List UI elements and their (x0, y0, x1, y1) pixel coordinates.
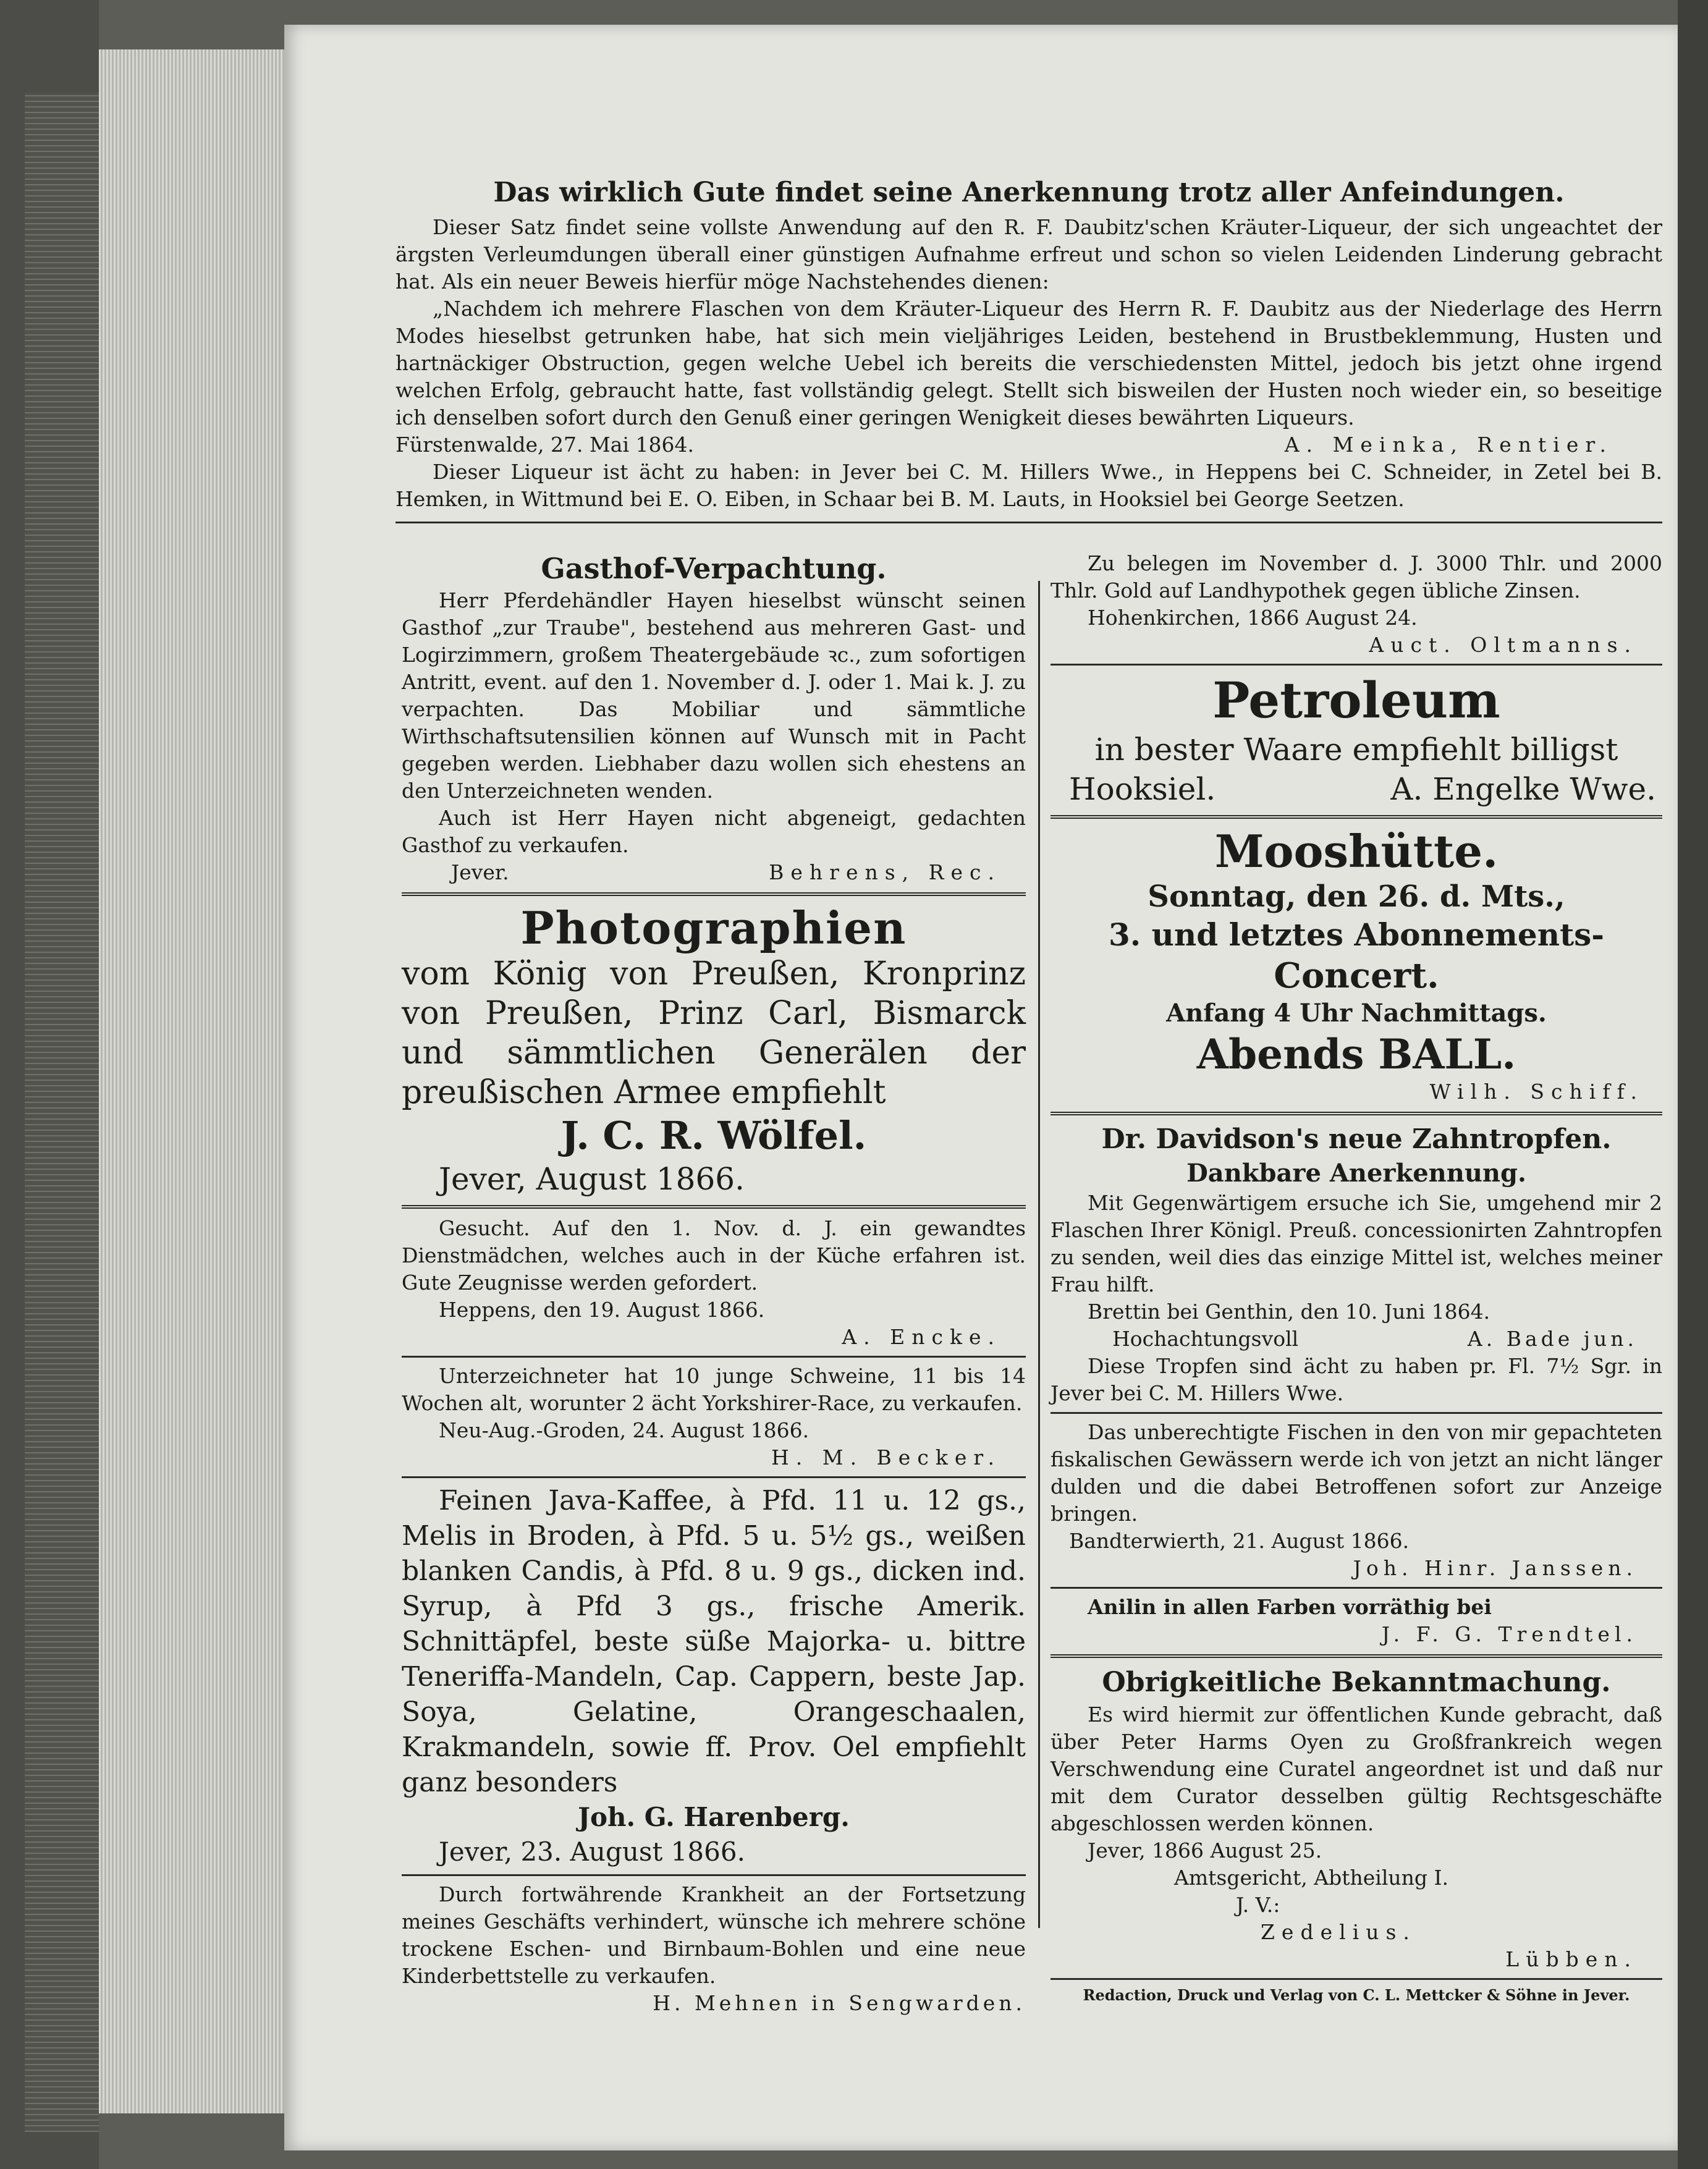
mooshuette-signature: Wilh. Schiff. (1429, 1080, 1644, 1104)
obrigkeit-sig-2: Lübben. (1505, 1947, 1638, 1971)
divider (1051, 1654, 1662, 1658)
mooshuette-signature-line (1051, 1078, 1662, 1106)
fischen-place-date: Bandterwierth, 21. August 1866. (1069, 1529, 1410, 1553)
petroleum-line-2 (1051, 769, 1662, 809)
divider (1051, 1978, 1662, 1980)
mehnen-signature-line (402, 1990, 1026, 2017)
hypothek-body: Zu belegen im November d. J. 3000 Thlr. und 2000 Thlr. Gold auf Landhypothek gegen übliche Zinsen. (1051, 551, 1662, 602)
petroleum-heading: Petroleum (1212, 671, 1500, 729)
divider (1051, 1412, 1662, 1414)
hypothek-signature: Auct. Oltmanns. (1369, 633, 1638, 657)
hypothek-place-date: Hohenkirchen, 1866 August 24. (1088, 606, 1418, 630)
zahntropfen-greeting: Hochachtungsvoll (1112, 1327, 1299, 1351)
divider (402, 1205, 1026, 1209)
top-ad-availability: Dieser Liqueur ist ächt zu haben: in Jever bei C. M. Hillers Wwe., in Heppens bei C. Schneider, in Zetel bei B. Hemken, in Wittmund bei E. O. Eiben, in Schaar bei B. M. Lauts, in Hooksiel bei George Seetzen. (395, 460, 1662, 511)
divider (1051, 1112, 1662, 1115)
top-advertisement (395, 174, 1662, 528)
zahntropfen-body: Mit Gegenwärtigem ersuche ich Sie, umgehend mir 2 Flaschen Ihrer Königl. Preuß. concessionirten Zahntropfen zu senden, weil dies das einzige Mittel ist, welches meiner Frau hilft. (1051, 1191, 1662, 1296)
divider (1051, 664, 1662, 666)
top-ad-signature: A. Meinka, Rentier. (1284, 433, 1613, 457)
kaffee-body: Feinen Java-Kaffee, à Pfd. 11 u. 12 gs., Melis in Broden, à Pfd. 5 u. 5½ gs., weißen blanken Candis, à Pfd. 8 u. 9 gs., dicken ind. Syrup, à Pfd 3 gs., frische Amerik. Schnittäpfel, beste süße Majorka- u. bittre Teneriffa-Mandeln, Cap. Cappern, beste Jap. Soya, Gelatine, Orangeschaalen, Krakmandeln, sowie ff. Prov. Oel empfiehlt ganz besonders (402, 1485, 1026, 1798)
schweine-body: Unterzeichneter hat 10 junge Schweine, 11 bis 14 Wochen alt, worunter 2 ächt Yorkshirer-Race, zu verkaufen. (402, 1364, 1026, 1415)
right-column (1051, 550, 1662, 2006)
top-ad-quote: „Nachdem ich mehrere Flaschen von dem Kräuter-Liqueur des Herrn R. F. Daubitz aus der Niederlage des Herrn Modes hieselbst getrunken habe, hat sich mein vieljähriges Leiden, bestehend in Brustbeklemmung, Husten und hartnäckiger Obstruction, gegen welche Uebel ich bereits die verschiedensten Mittel, jedoch bis jetzt ohne irgend welchen Erfolg, gebraucht hatte, fast vollständig gelegt. Stellt sich bisweilen der Husten noch wieder ein, so beseitige ich denselben sofort durch den Genuß einer geringen Wenigkeit dieses bewährten Liqueurs. (395, 297, 1662, 429)
top-ad-heading: Das wirklich Gute findet seine Anerkennung trotz aller Anfeindungen. (493, 177, 1565, 208)
top-ad-signature-line (395, 431, 1662, 459)
gasthof-place: Jever. (451, 860, 509, 884)
top-ad-place-date: Fürstenwalde, 27. Mai 1864. (395, 433, 694, 457)
schweine-signature: H. M. Becker. (771, 1445, 1001, 1469)
anilin-signature-line (1051, 1621, 1662, 1648)
hypothek-signature-line (1051, 632, 1662, 659)
anilin-body: Anilin in allen Farben vorräthig bei (1088, 1595, 1492, 1619)
divider (402, 1356, 1026, 1358)
schweine-place-date: Neu-Aug.-Groden, 24. August 1866. (439, 1418, 810, 1442)
fischen-signature-line (1051, 1555, 1662, 1582)
gasthof-body: Herr Pferdehändler Hayen hieselbst wünscht seinen Gasthof „zur Traube", bestehend aus mehreren Gast- und Logirzimmern, großem Theatergebäude ꝛc., zum sofortigen Antritt, event. auf den 1. November d. J. oder 1. Mai k. J. zu verpachten. Das Mobiliar und sämmtliche Wirthschaftsutensilien können auf Wunsch mit in Pacht gegeben werden. Liebhaber dazu wollen sich ehestens an den Unterzeichneten wenden. (402, 588, 1026, 803)
photo-name: J. C. R. Wölfel. (560, 1113, 867, 1158)
obrigkeit-sig-2-line (1051, 1946, 1662, 1973)
zahntropfen-signature: A. Bade jun. (1467, 1327, 1638, 1351)
gasthof-signature: Behrens, Rec. (769, 860, 1001, 884)
obrigkeit-iv: J. V.: (1236, 1893, 1280, 1917)
obrigkeit-sig-1: Zedelius. (1261, 1920, 1416, 1944)
zahntropfen-heading: Dr. Davidson's neue Zahntropfen. (1101, 1123, 1612, 1155)
mooshuette-line-2: 3. und letztes Abonnements- (1108, 916, 1605, 953)
divider (1051, 1587, 1662, 1589)
photo-body: vom König von Preußen, Kronprinz von Preußen, Prinz Carl, Bismarck und sämmtlichen Generälen der preußischen Armee empfiehlt (402, 955, 1026, 1111)
petroleum-line-1: in bester Waare empfiehlt billigst (1094, 732, 1618, 767)
divider (395, 522, 1662, 523)
zahntropfen-signature-line (1051, 1326, 1662, 1353)
gesucht-signature-line (402, 1324, 1026, 1351)
page-stack (99, 49, 284, 2113)
obrigkeit-heading: Obrigkeitliche Bekanntmachung. (1102, 1667, 1611, 1698)
gasthof-body-2: Auch ist Herr Hayen nicht abgeneigt, gedachten Gasthof zu verkaufen. (402, 806, 1026, 857)
petroleum-seller: A. Engelke Wwe. (1390, 771, 1656, 807)
obrigkeit-office: Amtsgericht, Abtheilung I. (1174, 1866, 1449, 1890)
zahntropfen-place-date: Brettin bei Genthin, den 10. Juni 1864. (1088, 1300, 1490, 1324)
gasthof-heading: Gasthof-Verpachtung. (541, 552, 887, 585)
mooshuette-line-4: Anfang 4 Uhr Nachmittags. (1166, 999, 1547, 1028)
fischen-signature: Joh. Hinr. Janssen. (1353, 1556, 1638, 1580)
mehnen-body: Durch fortwährende Krankheit an der Fortsetzung meines Geschäfts verhindert, wünsche ich mehrere schöne trockene Eschen- und Birnbaum-Bohlen und eine neue Kinderbettstelle zu verkaufen. (402, 1882, 1026, 1988)
fischen-body: Das unberechtigte Fischen in den von mir gepachteten fiskalischen Gewässern werde ich von jetzt an nicht länger dulden und die dabei Betroffenen sofort zur Anzeige bringen. (1051, 1420, 1662, 1526)
schweine-signature-line (402, 1444, 1026, 1471)
zahntropfen-availability: Diese Tropfen sind ächt zu haben pr. Fl. 7½ Sgr. in Jever bei C. M. Hillers Wwe. (1051, 1354, 1662, 1405)
divider (1051, 815, 1662, 819)
mooshuette-heading: Mooshütte. (1214, 825, 1499, 877)
mehnen-signature: H. Mehnen in Sengwarden. (653, 1991, 1026, 2015)
divider (402, 892, 1026, 896)
gesucht-signature: A. Encke. (842, 1325, 1001, 1349)
petroleum-place: Hooksiel. (1069, 771, 1216, 807)
gasthof-signature-line (402, 859, 1026, 886)
photo-place-date: Jever, August 1866. (439, 1161, 745, 1197)
obrigkeit-body: Es wird hiermit zur öffentlichen Kunde gebracht, daß über Peter Harms Oyen zu Großfrankreich wegen Verschwendung eine Curatel angeordnet ist und daß nur mit dem Curator desselben gültig Rechtsgeschäfte abgeschlossen werden können. (1051, 1702, 1662, 1835)
zahntropfen-subheading: Dankbare Anerkennung. (1186, 1159, 1526, 1188)
kaffee-place-date: Jever, 23. August 1866. (439, 1837, 745, 1867)
left-column (402, 550, 1026, 2017)
obrigkeit-place-date: Jever, 1866 August 25. (1088, 1838, 1322, 1862)
mooshuette-line-5: Abends BALL. (1196, 1030, 1516, 1078)
anilin-signature: J. F. G. Trendtel. (1381, 1622, 1638, 1646)
divider (402, 1476, 1026, 1478)
next-page-edge (1678, 0, 1708, 2169)
gesucht-place-date: Heppens, den 19. August 1866. (439, 1298, 765, 1322)
marbled-edge (25, 93, 99, 2132)
mooshuette-line-1: Sonntag, den 26. d. Mts., (1148, 879, 1565, 914)
mooshuette-line-3: Concert. (1274, 955, 1439, 996)
photo-heading: Photographien (520, 902, 907, 954)
divider (402, 1874, 1026, 1876)
kaffee-name: Joh. G. Harenberg. (578, 1802, 850, 1832)
gesucht-body: Gesucht. Auf den 1. Nov. d. J. ein gewandtes Dienstmädchen, welches auch in der Küche erfahren ist. Gute Zeugnisse werden gefordert. (402, 1216, 1026, 1295)
imprint: Redaction, Druck und Verlag von C. L. Mettcker & Söhne in Jever. (1083, 1986, 1630, 2004)
column-divider (1038, 581, 1040, 1928)
top-ad-intro: Dieser Satz findet seine vollste Anwendung auf den R. F. Daubitz'schen Kräuter-Liqueur, der sich ungeachtet der ärgsten Verleumdungen überall einer günstigen Aufnahme erfreut und schon so vielen Leidenden Linderung gebracht hat. Als ein neuer Beweis hierfür möge Nachstehendes dienen: (395, 215, 1662, 294)
